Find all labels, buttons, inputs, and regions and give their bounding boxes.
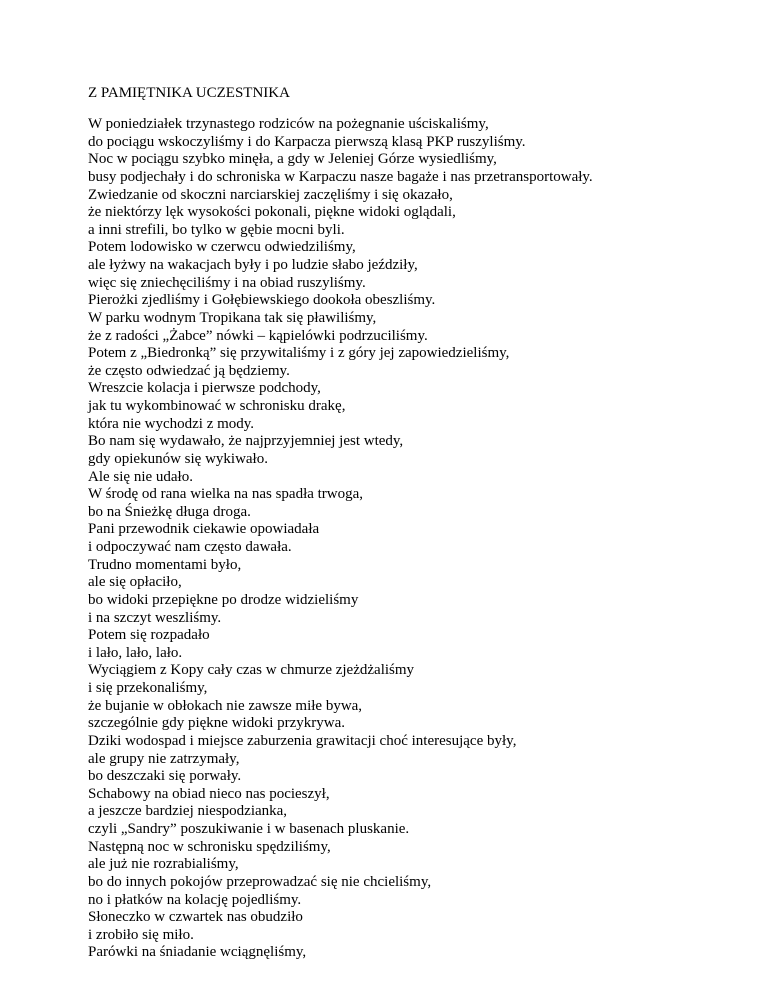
poem-line: że bujanie w obłokach nie zawsze miłe bywa, — [88, 697, 363, 714]
poem-line: że niektórzy lęk wysokości pokonali, piękne widoki oglądali, — [88, 204, 456, 221]
poem-line: ale się opłaciło, — [88, 574, 182, 591]
poem-line: i lało, lało, lało. — [88, 644, 183, 661]
poem-line: Pani przewodnik ciekawie opowiadała — [88, 521, 320, 538]
poem-line: i na szczyt weszliśmy. — [88, 609, 222, 626]
poem-line: jak tu wykombinować w schronisku drakę, — [88, 398, 346, 414]
poem-line: W poniedziałek trzynastego rodziców na pożegnanie uściskaliśmy, — [88, 116, 489, 132]
poem-line: W środę od rana wielka na nas spadła trwoga, — [88, 486, 364, 503]
poem-line: Zwiedzanie od skoczni narciarskiej zaczęliśmy i się okazało, — [88, 186, 453, 203]
poem-line: czyli „Sandry” poszukiwanie i w basenach pluskanie. — [88, 821, 410, 837]
poem-line: a inni strefili, bo tylko w gębie mocni byli. — [88, 221, 345, 238]
poem-line: bo widoki przepiękne po drodze widzieliśmy — [88, 591, 359, 608]
poem-line: Potem się rozpadało — [88, 627, 210, 644]
poem-line: która nie wychodzi z mody. — [88, 415, 255, 432]
poem-line: do pociągu wskoczyliśmy i do Karpacza pierwszą klasą PKP ruszyliśmy. — [88, 133, 526, 150]
poem-line: Potem z „Biedronką” się przywitaliśmy i z góry jej zapowiedzieliśmy, — [88, 345, 510, 362]
poem-line: Wyciągiem z Kopy cały czas w chmurze zjeżdżaliśmy — [88, 662, 415, 679]
poem-body — [88, 116, 593, 962]
poem-line: i odpoczywać nam często dawała. — [88, 539, 292, 555]
poem-line: ale już nie rozrabialiśmy, — [88, 856, 239, 873]
document-title: Z PAMIĘTNIKA UCZESTNIKA — [88, 85, 290, 101]
poem-line: no i płatków na kolację pojedliśmy. — [88, 891, 302, 908]
poem-line: ale łyżwy na wakacjach były i po ludzie słabo jeździły, — [88, 257, 418, 273]
poem-line: Słoneczko w czwartek nas obudziło — [88, 909, 303, 926]
poem-line: W parku wodnym Tropikana tak się pławiliśmy, — [88, 309, 377, 326]
poem-line: bo na Śnieżkę długa droga. — [88, 503, 251, 520]
poem-line: Dziki wodospad i miejsce zaburzenia grawitacji choć interesujące były, — [88, 732, 517, 749]
poem-line: że często odwiedzać ją będziemy. — [88, 362, 290, 379]
poem-line: Bo nam się wydawało, że najprzyjemniej jest wtedy, — [88, 433, 404, 450]
poem-line: więc się zniechęciliśmy i na obiad ruszyliśmy. — [88, 274, 366, 291]
poem-line: Noc w pociągu szybko minęła, a gdy w Jeleniej Górze wysiedliśmy, — [88, 151, 497, 168]
poem-line: szczególnie gdy piękne widoki przykrywa. — [88, 715, 345, 732]
poem-line: busy podjechały i do schroniska w Karpaczu nasze bagaże i nas przetransportowały. — [88, 168, 593, 185]
poem-line: bo do innych pokojów przeprowadzać się nie chcieliśmy, — [88, 873, 432, 890]
poem-line: Trudno momentami było, — [88, 556, 242, 573]
poem-line: Potem lodowisko w czerwcu odwiedziliśmy, — [88, 239, 356, 256]
poem-line: i zrobiło się miło. — [88, 926, 194, 943]
poem-line: i się przekonaliśmy, — [88, 680, 208, 696]
poem-line: gdy opiekunów się wykiwało. — [88, 450, 268, 467]
poem-line: Pierożki zjedliśmy i Gołębiewskiego dookoła obeszliśmy. — [88, 292, 436, 309]
poem-line: Ale się nie udało. — [88, 468, 193, 485]
poem-line: Następną noc w schronisku spędziliśmy, — [88, 838, 331, 855]
poem-line: Schabowy na obiad nieco nas pocieszył, — [88, 785, 330, 802]
poem-line: ale grupy nie zatrzymały, — [88, 750, 240, 767]
poem-line: Parówki na śniadanie wciągnęliśmy, — [88, 944, 307, 961]
poem-line: że z radości „Żabce” nówki – kąpielówki podrzuciliśmy. — [88, 327, 428, 344]
poem-line: Wreszcie kolacja i pierwsze podchody, — [88, 380, 321, 397]
poem-line: a jeszcze bardziej niespodzianka, — [88, 803, 288, 820]
poem-line: bo deszczaki się porwały. — [88, 768, 242, 785]
